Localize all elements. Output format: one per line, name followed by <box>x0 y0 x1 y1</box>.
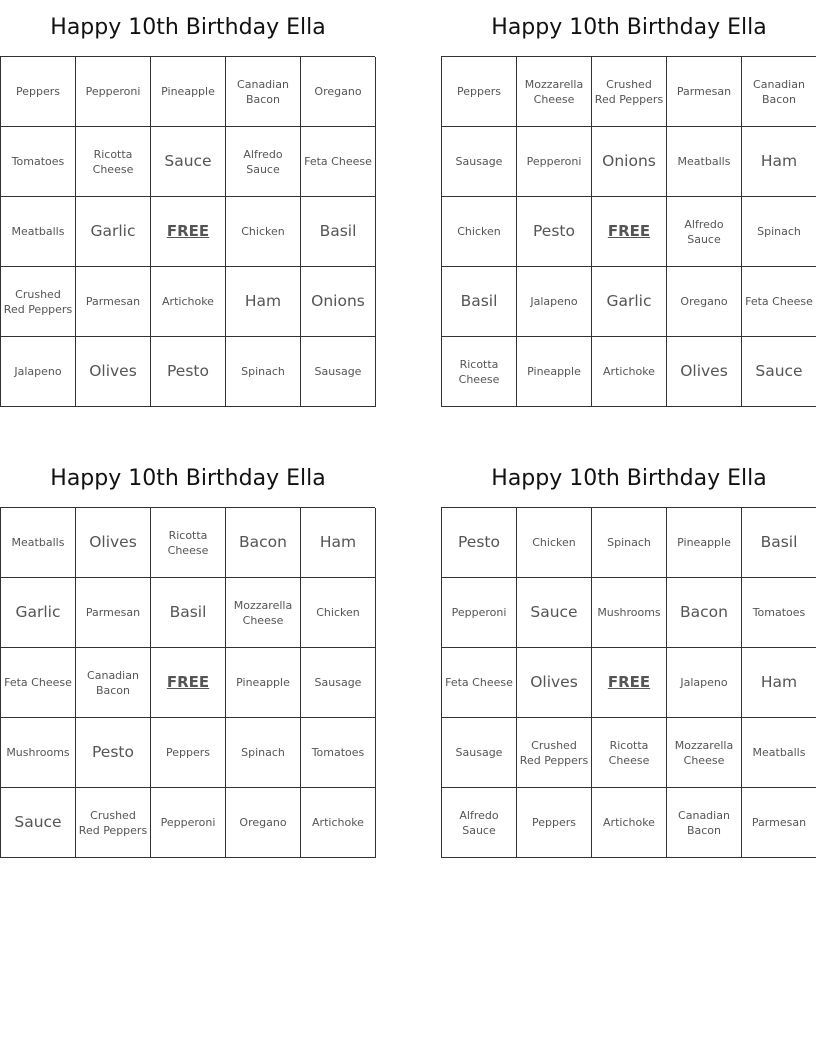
bingo-cell: Parmesan <box>76 578 151 648</box>
bingo-cell: Alfredo Sauce <box>667 197 742 267</box>
bingo-cell: Tomatoes <box>742 578 816 648</box>
bingo-cell: Feta Cheese <box>442 648 517 718</box>
bingo-grid <box>0 56 375 407</box>
bingo-cell: Pepperoni <box>151 788 226 858</box>
bingo-cell: Ricotta Cheese <box>592 718 667 788</box>
bingo-cell: Canadian Bacon <box>742 57 816 127</box>
bingo-cell: Ham <box>742 127 816 197</box>
bingo-cell: Sauce <box>151 127 226 197</box>
bingo-card <box>441 0 816 407</box>
bingo-cell: Spinach <box>592 508 667 578</box>
free-space-cell: FREE <box>592 197 667 267</box>
bingo-cell: Garlic <box>76 197 151 267</box>
bingo-cell: Parmesan <box>667 57 742 127</box>
bingo-card <box>441 451 816 858</box>
bingo-cell: Artichoke <box>592 337 667 407</box>
bingo-cell: Meatballs <box>1 197 76 267</box>
bingo-cell: Crushed Red Peppers <box>76 788 151 858</box>
bingo-cell: Olives <box>76 337 151 407</box>
bingo-cell: Ham <box>742 648 816 718</box>
bingo-cell: Olives <box>517 648 592 718</box>
bingo-cell: Pineapple <box>151 57 226 127</box>
card-title: Happy 10th Birthday Ella <box>491 15 767 40</box>
bingo-cell: Onions <box>301 267 376 337</box>
bingo-cell: Mushrooms <box>1 718 76 788</box>
card-title: Happy 10th Birthday Ella <box>50 466 326 491</box>
bingo-cell: Sauce <box>742 337 816 407</box>
bingo-cell: Oregano <box>226 788 301 858</box>
bingo-cell: Basil <box>301 197 376 267</box>
card-title: Happy 10th Birthday Ella <box>50 15 326 40</box>
bingo-grid <box>441 507 816 858</box>
bingo-cell: Oregano <box>301 57 376 127</box>
bingo-card <box>0 451 376 858</box>
bingo-cell: Onions <box>592 127 667 197</box>
bingo-cell: Meatballs <box>1 508 76 578</box>
bingo-cell: Ham <box>301 508 376 578</box>
bingo-cell: Artichoke <box>301 788 376 858</box>
bingo-cell: Basil <box>442 267 517 337</box>
bingo-grid <box>441 56 816 407</box>
bingo-cell: Chicken <box>226 197 301 267</box>
bingo-cell: Bacon <box>226 508 301 578</box>
bingo-cell: Oregano <box>667 267 742 337</box>
bingo-cell: Jalapeno <box>1 337 76 407</box>
bingo-cell: Canadian Bacon <box>667 788 742 858</box>
bingo-cell: Sausage <box>301 337 376 407</box>
bingo-cell: Basil <box>151 578 226 648</box>
bingo-cell: Pesto <box>151 337 226 407</box>
bingo-cell: Alfredo Sauce <box>226 127 301 197</box>
bingo-cell: Parmesan <box>76 267 151 337</box>
card-title: Happy 10th Birthday Ella <box>491 466 767 491</box>
bingo-grid <box>0 507 375 858</box>
bingo-cell: Pepperoni <box>442 578 517 648</box>
bingo-cell: Ricotta Cheese <box>76 127 151 197</box>
bingo-cell: Sauce <box>1 788 76 858</box>
bingo-cell: Pineapple <box>226 648 301 718</box>
bingo-cell: Feta Cheese <box>742 267 816 337</box>
bingo-cell: Sausage <box>442 718 517 788</box>
bingo-cell: Peppers <box>442 57 517 127</box>
bingo-cell: Spinach <box>226 718 301 788</box>
bingo-cell: Bacon <box>667 578 742 648</box>
bingo-cell: Spinach <box>226 337 301 407</box>
bingo-cell: Pepperoni <box>517 127 592 197</box>
bingo-cell: Mushrooms <box>592 578 667 648</box>
bingo-cell: Peppers <box>1 57 76 127</box>
bingo-cell: Olives <box>76 508 151 578</box>
bingo-cell: Pineapple <box>667 508 742 578</box>
bingo-cell: Crushed Red Peppers <box>592 57 667 127</box>
bingo-cell: Canadian Bacon <box>76 648 151 718</box>
bingo-cell: Jalapeno <box>667 648 742 718</box>
bingo-cell: Basil <box>742 508 816 578</box>
bingo-card <box>0 0 376 407</box>
bingo-cell: Garlic <box>1 578 76 648</box>
bingo-cell: Ham <box>226 267 301 337</box>
bingo-cell: Pesto <box>442 508 517 578</box>
bingo-cell: Crushed Red Peppers <box>517 718 592 788</box>
bingo-cell: Spinach <box>742 197 816 267</box>
bingo-cell: Chicken <box>442 197 517 267</box>
bingo-cell: Meatballs <box>667 127 742 197</box>
bingo-cell: Jalapeno <box>517 267 592 337</box>
bingo-cell: Garlic <box>592 267 667 337</box>
bingo-cell: Peppers <box>517 788 592 858</box>
bingo-cell: Ricotta Cheese <box>442 337 517 407</box>
bingo-cell: Ricotta Cheese <box>151 508 226 578</box>
bingo-cell: Feta Cheese <box>1 648 76 718</box>
bingo-cell: Mozzarella Cheese <box>517 57 592 127</box>
bingo-cell: Chicken <box>301 578 376 648</box>
bingo-cell: Parmesan <box>742 788 816 858</box>
bingo-cell: Peppers <box>151 718 226 788</box>
bingo-cell: Tomatoes <box>301 718 376 788</box>
bingo-cell: Feta Cheese <box>301 127 376 197</box>
bingo-cell: Pesto <box>76 718 151 788</box>
bingo-cell: Chicken <box>517 508 592 578</box>
bingo-cell: Canadian Bacon <box>226 57 301 127</box>
bingo-cell: Crushed Red Peppers <box>1 267 76 337</box>
bingo-cell: Sausage <box>301 648 376 718</box>
free-space-cell: FREE <box>151 648 226 718</box>
bingo-cell: Mozzarella Cheese <box>226 578 301 648</box>
bingo-cell: Artichoke <box>592 788 667 858</box>
bingo-cell: Tomatoes <box>1 127 76 197</box>
bingo-cell: Pepperoni <box>76 57 151 127</box>
bingo-cell: Alfredo Sauce <box>442 788 517 858</box>
bingo-cell: Artichoke <box>151 267 226 337</box>
bingo-cell: Sausage <box>442 127 517 197</box>
bingo-cell: Meatballs <box>742 718 816 788</box>
bingo-cell: Sauce <box>517 578 592 648</box>
bingo-cell: Olives <box>667 337 742 407</box>
free-space-cell: FREE <box>592 648 667 718</box>
bingo-cell: Mozzarella Cheese <box>667 718 742 788</box>
bingo-cell: Pesto <box>517 197 592 267</box>
bingo-cell: Pineapple <box>517 337 592 407</box>
free-space-cell: FREE <box>151 197 226 267</box>
